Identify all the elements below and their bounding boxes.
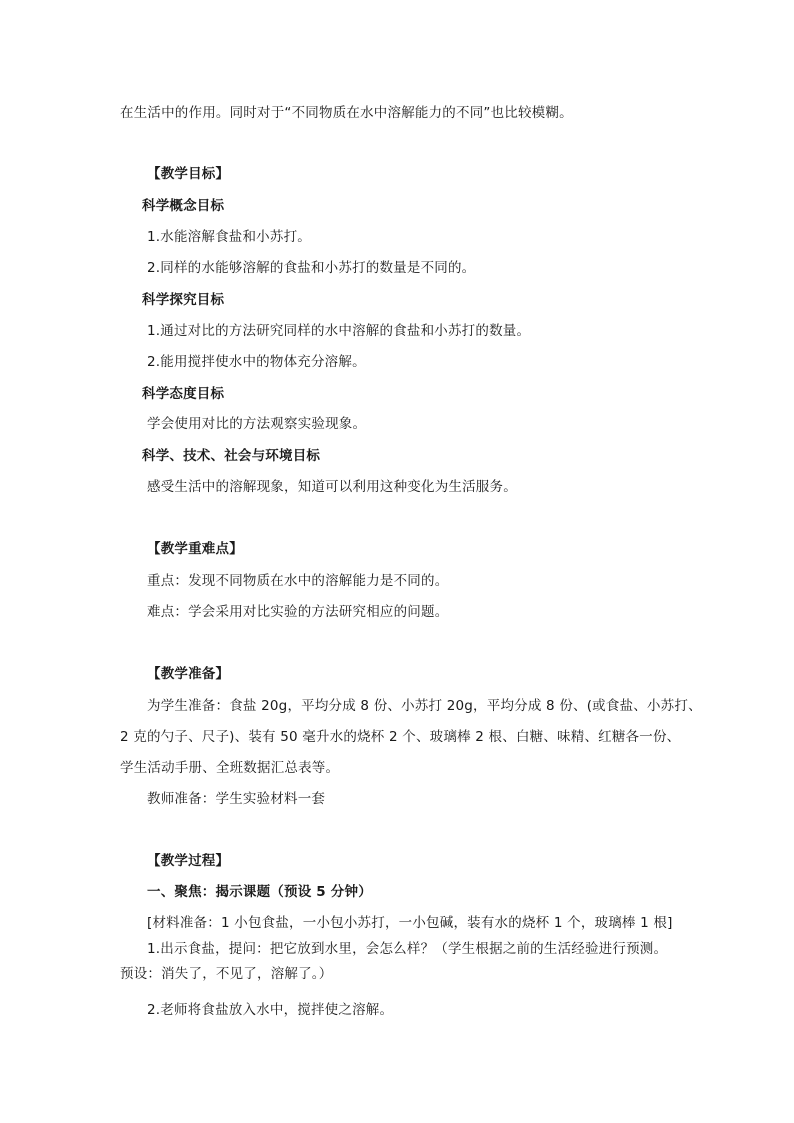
key-point-focus: 重点：发现不同物质在水中的溶解能力是不同的。 [147, 573, 449, 589]
key-point-difficulty: 难点：学会采用对比实验的方法研究相应的问题。 [147, 604, 449, 620]
step-one-line: 预设：消失了，不见了，溶解了。） [120, 966, 333, 982]
concept-objective-title: 科学概念目标 [142, 198, 225, 214]
teacher-preparation-line: 教师准备：学生实验材料一套 [147, 791, 326, 807]
process-heading: 【教学过程】 [147, 853, 230, 869]
student-preparation-line: 2 克的勺子、尺子)、装有 50 毫升水的烧杯 2 个、玻璃棒 2 根、白糖、味精、红糖各一份、 [120, 729, 681, 745]
materials-note: [材料准备：1 小包食盐，一小包小苏打，一小包碱，装有水的烧杯 1 个，玻璃棒 1 根] [147, 915, 673, 931]
intro-continuation-text: 在生活中的作用。同时对于“不同物质在水中溶解能力的不同”也比较模糊。 [120, 105, 573, 121]
stse-objective-title: 科学、技术、社会与环境目标 [142, 448, 321, 464]
stse-objective-item: 感受生活中的溶解现象，知道可以利用这种变化为生活服务。 [147, 479, 517, 495]
section-one-title: 一、聚焦：揭示课题（预设 5 分钟） [147, 884, 372, 900]
objectives-heading: 【教学目标】 [147, 166, 230, 182]
attitude-objective-item: 学会使用对比的方法观察实验现象。 [147, 416, 367, 432]
inquiry-objective-item: 2.能用搅拌使水中的物体充分溶解。 [147, 354, 366, 370]
inquiry-objective-item: 1.通过对比的方法研究同样的水中溶解的食盐和小苏打的数量。 [147, 323, 531, 339]
student-preparation-line: 学生活动手册、全班数据汇总表等。 [120, 760, 340, 776]
step-one-line: 1.出示食盐，提问：把它放到水里，会怎么样？（学生根据之前的生活经验进行预测。 [147, 941, 668, 957]
student-preparation-line: 为学生准备：食盐 20g，平均分成 8 份、小苏打 20g，平均分成 8 份、(或食盐、小苏打、 [147, 698, 702, 714]
inquiry-objective-title: 科学探究目标 [142, 292, 225, 308]
step-two-line: 2.老师将食盐放入水中，搅拌使之溶解。 [147, 1002, 394, 1018]
attitude-objective-title: 科学态度目标 [142, 386, 225, 402]
concept-objective-item: 1.水能溶解食盐和小苏打。 [147, 229, 311, 245]
preparation-heading: 【教学准备】 [147, 666, 230, 682]
key-points-heading: 【教学重难点】 [147, 541, 243, 557]
concept-objective-item: 2.同样的水能够溶解的食盐和小苏打的数量是不同的。 [147, 260, 476, 276]
